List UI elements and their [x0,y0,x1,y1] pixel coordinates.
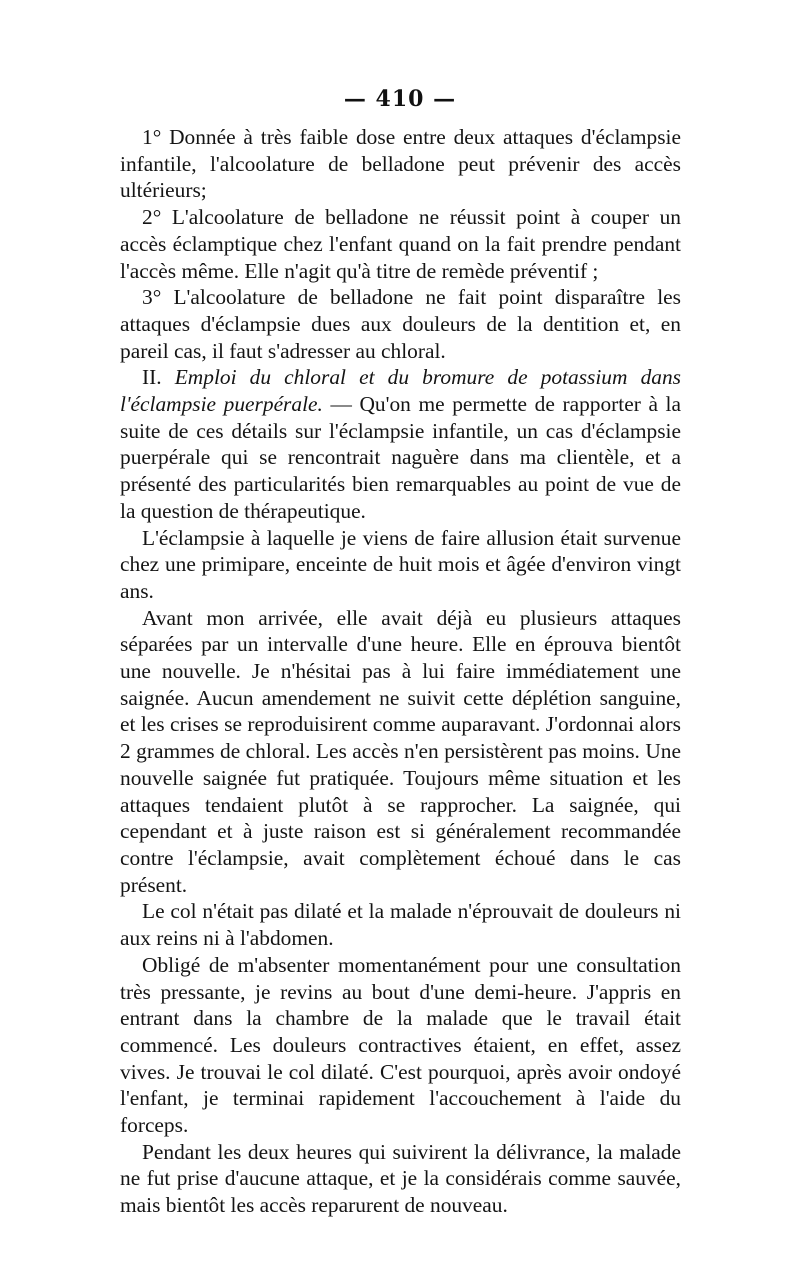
paragraph-text: Le col n'était pas dilaté et la malade n'éprouvait de douleurs ni aux reins ni à l'abdomen. [120,899,681,951]
paragraph-case-col [120,898,681,951]
section-heading: Emploi du chloral et du bromure de potassium dans l'éclampsie puerpérale. [120,365,681,417]
paragraph-text: Pendant les deux heures qui suivirent la délivrance, la malade ne fut prise d'aucune attaque, et je la considérais comme sauvée, mais bientôt les accès reparurent de nouveau. [120,1139,681,1218]
body-text [120,124,681,1219]
paragraph-case-attacks [120,605,681,899]
paragraph-case-intro [120,525,681,605]
paragraph-conclusion-1 [120,124,681,204]
paragraph-text: Avant mon arrivée, elle avait déjà eu plusieurs attaques séparées par un intervalle d'une heure. Elle en éprouva bientôt une nouvelle. Je n'hésitai pas à lui faire immédiatement une saignée. Aucun amendement ne suivit cette déplétion sanguine, et les crises se reproduisirent comme auparavant. J'ordonnai alors 2 grammes de chloral. Les accès n'en persistèrent pas moins. Une nouvelle saignée fut pratiquée. Toujours même situation et les attaques tendaient plutôt à se rapprocher. La saignée, qui cependant et à juste raison est si généralement recommandée contre l'éclampsie, avait complètement échoué dans le cas présent. [120,605,681,897]
paragraph-text: 3° L'alcoolature de belladone ne fait point disparaître les attaques d'éclampsie dues aux douleurs de la dentition et, en pareil cas, il faut s'adresser au chloral. [120,285,681,363]
paragraph-conclusion-3 [120,284,681,364]
paragraph-text: 2° L'alcoolature de belladone ne réussit point à couper un accès éclamptique chez l'enfant quand on la fait prendre pendant l'accès même. Elle n'agit qu'à titre de remède préventif ; [120,205,681,283]
paragraph-case-relapse [120,1139,681,1219]
paragraph-text: 1° Donnée à très faible dose entre deux attaques d'éclampsie infantile, l'alcoolature de belladone peut prévenir des accès ultérieurs; [120,125,681,203]
paragraph-text: Obligé de m'absenter momentanément pour une consultation très pressante, je revins au bout d'une demi-heure. J'appris en entrant dans la chambre de la malade que le travail était commencé. Les douleurs contractives étaient, en effet, assez vives. Je trouvai le col dilaté. C'est pourquoi, après avoir ondoyé l'enfant, je terminai rapidement l'accouchement à l'aide du forceps. [120,952,681,1138]
paragraph-text: — Qu'on me permette de rapporter à la suite de ces détails sur l'éclampsie infantile, un cas d'éclampsie puerpérale qui se rencontrait naguère dans ma clientèle, et a présenté des particularités bien remarquables au point de vue de la question de thérapeutique. [120,392,681,523]
page-number: — 410 — [343,86,457,112]
paragraph-text: L'éclampsie à laquelle je viens de faire allusion était survenue chez une primipare, enceinte de huit mois et âgée d'environ vingt ans. [120,525,681,603]
section-number: II. [142,365,175,390]
paragraph-case-delivery [120,952,681,1139]
paragraph-conclusion-2 [120,204,681,284]
paragraph-section-ii [120,364,681,524]
